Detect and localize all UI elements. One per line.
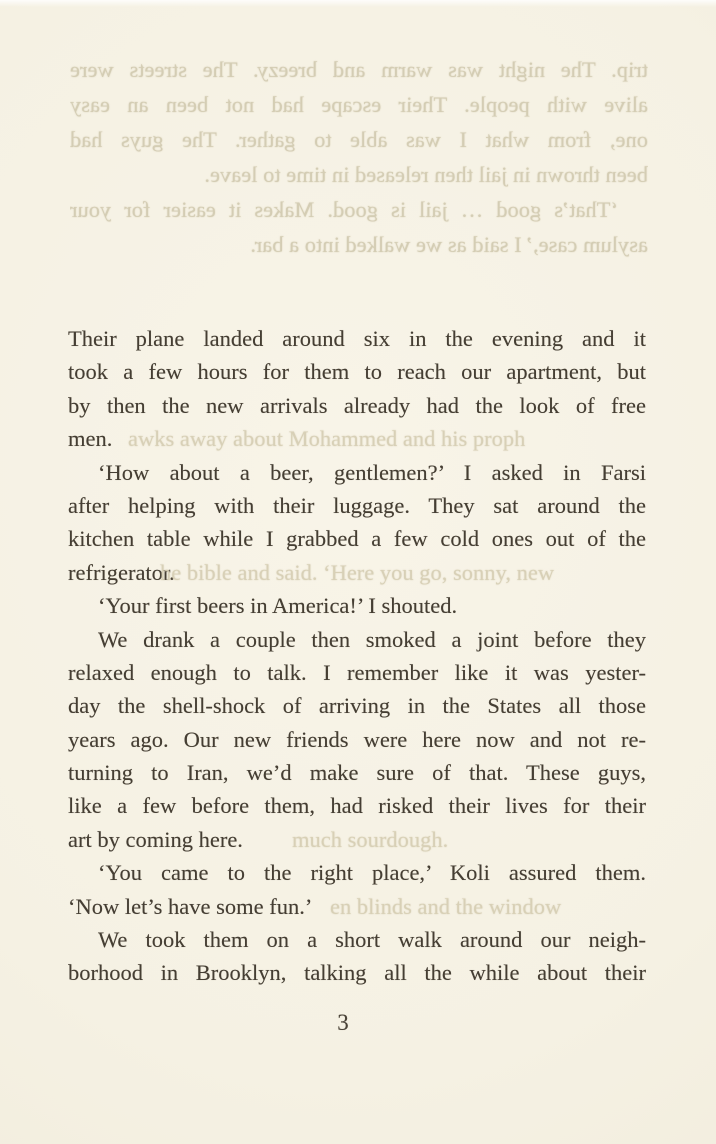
body-text-line: by then the new arrivals already had the look of free xyxy=(68,392,646,418)
body-text-line: like a few before them, had risked their lives for their xyxy=(68,793,646,819)
body-text-line: art by coming here. xyxy=(68,826,243,852)
body-text-line: kitchen table while I grabbed a few cold ones out of the xyxy=(68,526,646,552)
body-text-line: after helping with their luggage. They sat around the xyxy=(68,492,646,518)
body-text-line: We took them on a short walk around our neigh- xyxy=(98,927,646,953)
body-text-line: turning to Iran, we’d make sure of that. These guys, xyxy=(68,760,646,786)
body-text-line: borhood in Brooklyn, talking all the while about their xyxy=(68,960,646,986)
ghost-line: been thrown in jail then released in time to leave. xyxy=(204,162,648,187)
ghost-line: one, from what I was able to gather. The guys had xyxy=(70,127,648,152)
body-text-line: ‘How about a beer, gentlemen?’ I asked in Farsi xyxy=(98,459,646,485)
ghost-line: alive with people. Their escape had not been an easy xyxy=(70,92,648,117)
body-text-line: ‘Your first beers in America!’ I shouted. xyxy=(98,593,458,619)
body-text-line: refrigerator. xyxy=(68,559,175,585)
body-text-line: Their plane landed around six in the evening and it xyxy=(68,326,646,351)
body-text-line: day the shell-shock of arriving in the States all those xyxy=(68,693,646,719)
ghost-fragment: he bible and said. ‘Here you go, sonny, new xyxy=(160,560,555,585)
ghost-line: trip. The night was warm and breezy. The streets were xyxy=(70,57,648,82)
body-text-line: took a few hours for them to reach our apartment, but xyxy=(68,359,646,385)
page-number: 3 xyxy=(337,1010,349,1035)
ghost-fragment: much sourdough. xyxy=(292,827,449,852)
ghost-line: ‘That’s good … jail is good. Makes it easier for your xyxy=(70,197,618,222)
ghost-line: asylum case,’ I said as we walked into a bar. xyxy=(250,232,648,257)
body-text-line: relaxed enough to talk. I remember like it was yester- xyxy=(68,659,646,685)
ghost-fragment: en blinds and the window xyxy=(330,894,562,919)
body-text-line: ‘You came to the right place,’ Koli assured them. xyxy=(98,860,646,886)
body-text-line: men. xyxy=(68,426,113,452)
body-text-line: We drank a couple then smoked a joint before they xyxy=(98,626,646,652)
ghost-text-block xyxy=(70,52,648,262)
body-text-line: ‘Now let’s have some fun.’ xyxy=(68,893,313,919)
ghost-fragment: awks away about Mohammed and his proph xyxy=(128,426,526,451)
body-text-line: years ago. Our new friends were here now and not re- xyxy=(68,726,646,752)
